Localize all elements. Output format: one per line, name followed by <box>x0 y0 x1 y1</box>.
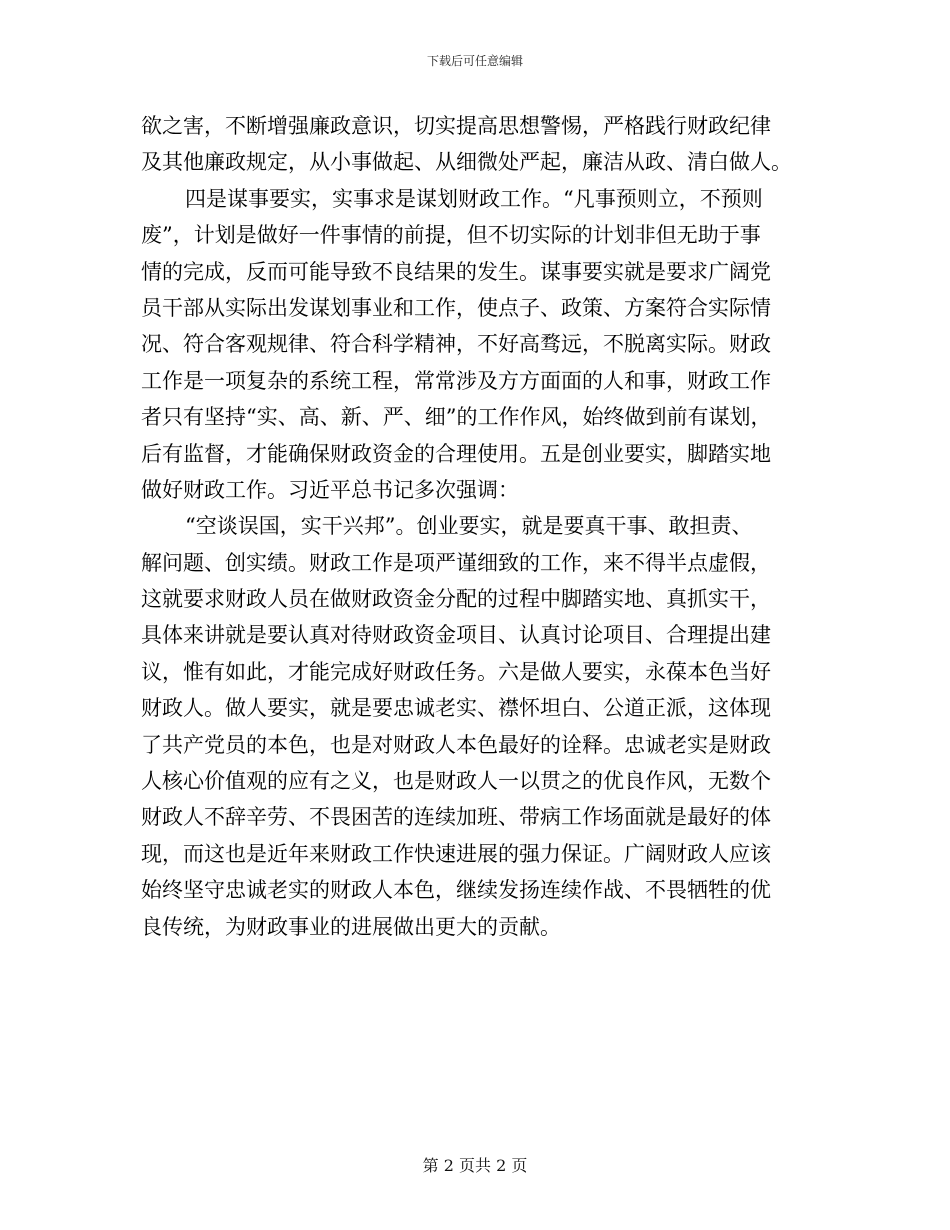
text-line: 了共产党员的本色，也是对财政人本色最好的诠释。忠诚老实是财政 <box>141 732 771 757</box>
text-line: 情的完成，反而可能导致不良结果的发生。谋事要实就是要求广阔党 <box>141 259 771 284</box>
text-line: 人核心价值观的应有之义，也是财政人一以贯之的优良作风，无数个 <box>141 769 771 794</box>
text-line: 员干部从实际出发谋划事业和工作，使点子、政策、方案符合实际情 <box>141 295 771 320</box>
text-line: 良传统，为财政事业的进展做出更大的贡献。 <box>141 914 561 939</box>
text-line: 后有监督，才能确保财政资金的合理使用。五是创业要实，脚踏实地 <box>141 441 771 466</box>
page-number: 第 2 页共 2 页 <box>422 1156 528 1175</box>
document-body <box>141 108 811 945</box>
text-line: 议，惟有如此，才能完成好财政任务。六是做人要实，永葆本色当好 <box>141 659 771 684</box>
text-line: 欲之害，不断增强廉政意识，切实提高思想警惕，严格践行财政纪律 <box>141 114 771 138</box>
text-line: 财政人。做人要实，就是要忠诚老实、襟怀坦白、公道正派，这体现 <box>141 696 771 721</box>
text-line: 废”，计划是做好一件事情的前提，但不切实际的计划非但无助于事 <box>141 223 761 248</box>
text-line: 工作是一项复杂的系统工程，常常涉及方方面面的人和事，财政工作 <box>141 368 771 393</box>
text-line: 解问题、创实绩。财政工作是项严谨细致的工作，来不得半点虚假， <box>141 550 771 575</box>
text-line: 做好财政工作。习近平总书记多次强调： <box>141 477 519 502</box>
text-line: 具体来讲就是要认真对待财政资金项目、认真讨论项目、合理提出建 <box>141 623 771 648</box>
text-line: “空谈误国，实干兴邦”。创业要实，就是要真干事、敢担责、 <box>185 514 753 539</box>
header-text: 下载后可任意编辑 <box>426 54 523 68</box>
text-line: 者只有坚持“实、高、新、严、细”的工作作风，始终做到前有谋划， <box>141 405 772 430</box>
page-footer <box>0 1155 950 1177</box>
page-header <box>0 53 950 69</box>
text-line: 四是谋事要实，实事求是谋划财政工作。“凡事预则立，不预则 <box>185 186 763 211</box>
text-line: 这就要求财政人员在做财政资金分配的过程中脚踏实地、真抓实干， <box>141 587 771 612</box>
text-line: 及其他廉政规定，从小事做起、从细微处严起，廉洁从政、清白做人。 <box>141 150 792 175</box>
text-line: 况、符合客观规律、符合科学精神，不好高骛远，不脱离实际。财政 <box>141 332 771 357</box>
text-line: 始终坚守忠诚老实的财政人本色，继续发扬连续作战、不畏牺牲的优 <box>141 878 771 903</box>
text-line: 现，而这也是近年来财政工作快速进展的强力保证。广阔财政人应该 <box>141 841 771 866</box>
text-line: 财政人不辞辛劳、不畏困苦的连续加班、带病工作场面就是最好的体 <box>141 805 771 830</box>
